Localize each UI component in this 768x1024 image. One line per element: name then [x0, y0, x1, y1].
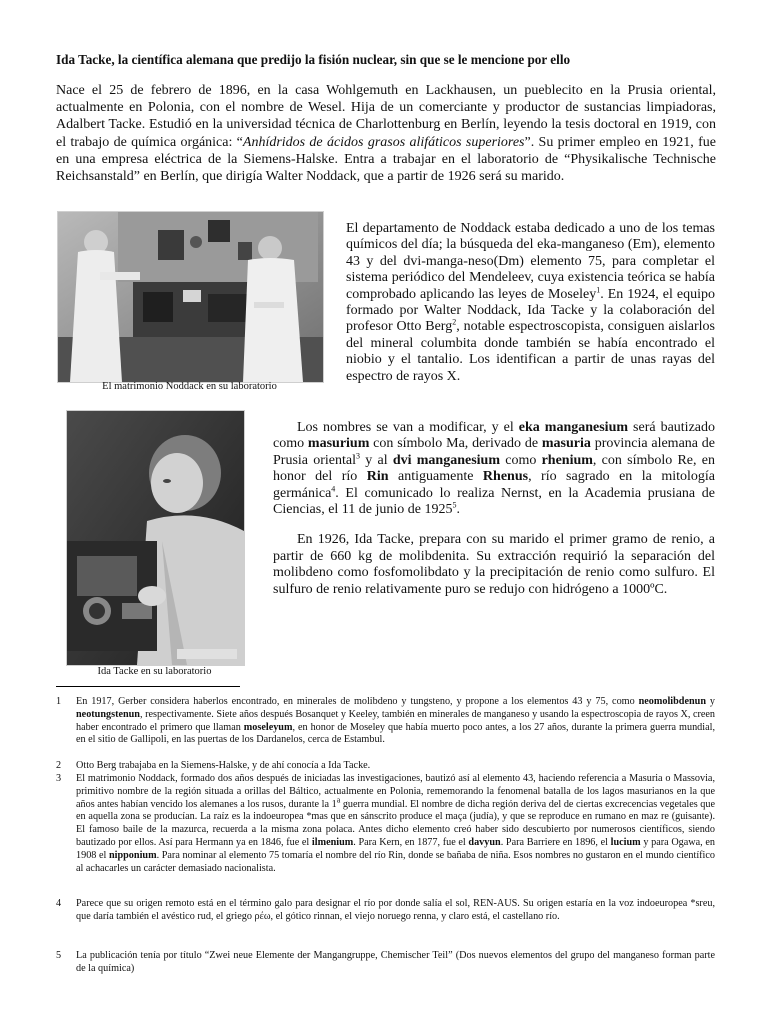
para3-text: . El comunicado lo realiza Nernst, en la Academia prusiana de Ciencias, el 11 de junio de 1925 [273, 485, 715, 518]
footnote-number: 3 [56, 773, 62, 784]
footnote-text: . Para nominar al elemento 75 tomaría el nombre del río Rin, donde se bañaba de niña. Esos nombres no gustaron en el mundo científico al achacarles un carácter demasiado nacionalista. [76, 849, 715, 874]
term-davyun: davyun [468, 836, 501, 848]
term-neomolibdenun: neomolibdenun [638, 696, 706, 707]
footnote-text: y [705, 696, 715, 707]
term-dvi-manganesium: dvi manganesium [392, 452, 500, 468]
footnote-text: y para Ogawa, en 1908 el [76, 836, 716, 861]
footnote-text: . Para Barriere en 1896, el [500, 836, 611, 848]
footnote-ref-3: 3 [356, 451, 360, 461]
rhenium-paragraph: En 1926, Ida Tacke, prepara con su marido el primer gramo de renio, a partir de 660 kg de molibdenita. Su extracción requirió la separación del molibdeno como fosfomolibdato y la precipitación de renio como sulfuro. El sulfuro de renio relativamente puro se redujo con hidrógeno a 1000ºC. [273, 532, 715, 597]
footnote-ref-5: 5 [452, 500, 457, 510]
para3-text: con símbolo Ma, derivado de [369, 436, 542, 452]
photo1-caption: El matrimonio Noddack en su laboratorio [102, 381, 277, 392]
para3-text: , con símbolo Re, en honor del río [273, 452, 715, 485]
term-rhenium: rhenium [541, 452, 593, 468]
footnote-3 [56, 773, 715, 875]
footnote-4 [56, 898, 715, 924]
term-masuria: masuria [541, 436, 591, 452]
footnote-text: Otto Berg trabajaba en la Siemens-Halske, y de ahí conocía a Ida Tacke. [76, 760, 371, 771]
footnote-text: El matrimonio Noddack, formado dos años después de iniciadas las investigaciones, bautizó así al elemento 43, haciendo referencia a Masuria o Massovia, primitivo nombre de la región situada a orillas del Báltico, actualmente en Polonia, rememorando la fenomenal batalla de los lagos masurianos en la que años antes habían vencido los alemanes a los rusos, durante la 1 [76, 773, 715, 810]
noddack-couple-photo [57, 211, 324, 383]
term-moseleyum: moseleyum [243, 721, 293, 733]
footnote-text: guerra mundial. El nombre de dicha región deriva del de ciertas excrecencias vegetales que en aquella zona se producían. La raíz es la indoeuropea *mas que en sánscrito produce el maça (judía), y que se reproduce en rumano en maz re (guisante). El famoso baile de la mazurca, recuerda a la misma zona polaca. Antes dicho elemento creó haber sido descubierto por numerosos científicos, siendo bautizado por ellos. Así para Hermann ya en 1846, fue el [76, 798, 715, 848]
footnote-number: 4 [56, 898, 62, 909]
term-neotungstenun: neotungstenun [76, 708, 140, 720]
intro-text: Nace el 25 de febrero de 1896, en la casa Wohlgemuth en Lackhausen, un pueblecito en la Prusia oriental, actualmente en Polonia, con el nombre de Wesel. Hija de un comerciante y productor de sustancias limpiadoras, Adalbert Tacke. Estudió en la universidad técnica de Charlottenburg en Berlín, leyendo la tesis doctoral en 1919, con el trabajo de química orgánica: “ [56, 83, 716, 150]
para2-text-c: , notable espectroscopista, consiguen aislarlos del mineral columbita donde también se había encontrado el niobio y el tantalio. Los identifican a partir de unas rayas del espectro de rayos X. [346, 319, 716, 384]
footnote-5 [56, 950, 715, 976]
term-lucium: lucium [610, 836, 641, 848]
term-rin: Rin [366, 469, 389, 485]
footnote-number: 1 [56, 696, 62, 707]
footnote-ref-2: 2 [452, 317, 457, 327]
intro-text-end: ”. Su primer empleo en 1921, fue en una empresa eléctrica de la Siemens-Halske. Entra a trabajar en el laboratorio de “Physikalische Technische Reichsanstald” en Berlín, que dirigía Walter Noddack, que a partir de 1926 será su marido. [56, 134, 716, 185]
footnote-1 [56, 696, 715, 747]
footnote-divider [56, 686, 240, 687]
footnote-text: En 1917, Gerber considera haberlos encontrado, en minerales de molibdeno y tungsteno, y propone a los elementos 43 y 75, como [76, 696, 639, 707]
para3-text: será bautizado como [273, 420, 715, 452]
footnote-number: 5 [56, 950, 62, 961]
article-title: Ida Tacke, la científica alemana que predijo la fisión nuclear, sin que se le mencione por ello [56, 52, 571, 67]
para3-text: y al [360, 452, 393, 468]
term-rhenus: Rhenus [482, 469, 529, 485]
footnote-ref-1: 1 [596, 284, 601, 294]
footnote-text: , respectivamente. Siete años después Bosanquet y Keeley, también en minerales de manganeso y usando la espectroscopia de rayos X, creen haber encontrado el primero que llaman [76, 708, 715, 733]
footnote-2 [56, 760, 715, 773]
term-eka-manganesium: eka manganesium [518, 420, 629, 435]
footnote-text: Parece que su origen remoto está en el término galo para designar el río por donde salía el sol, REN-AUS. Su origen estaría en la voz indoeuropea *sreu, que daría también el avéstico rud, el griego ρέω, el gótico rinnan, el viejo noruego renna, y claro está, el castellano río. [76, 898, 715, 922]
thesis-title: Anhídridos de ácidos grasos alifáticos superiores [242, 134, 525, 150]
para2-text-a: El departamento de Noddack estaba dedicado a uno de los temas químicos del día; la búsqueda del eka-manganeso (Em), elemento 43 y del dvi-manga-neso(Dm) elemento 75, para completar el sistema periódico del Mendeleev, cuya existencia teórica se había comprobado aplicando las leyes de Moseley [346, 221, 715, 302]
ida-tacke-photo [66, 410, 245, 666]
para3-text: Los nombres se van a modificar, y el [297, 420, 519, 435]
ordinal-sup: a [336, 795, 341, 805]
para3-text: como [499, 452, 542, 468]
para3-text: provincia alemana de Prusia oriental [273, 436, 716, 468]
noddack-department-paragraph [346, 221, 715, 385]
term-ilmenium: ilmenium [311, 836, 354, 848]
term-masurium: masurium [307, 436, 370, 452]
footnote-text: La publicación tenía por título “Zwei neue Elemente der Mangangruppe, Chemischer Teil” (Dos nuevos elementos del grupo del manganeso forman parte de la química) [76, 950, 715, 974]
photo2-caption: Ida Tacke en su laboratorio [97, 666, 212, 677]
intro-paragraph [56, 82, 716, 185]
footnote-ref-4: 4 [331, 483, 336, 493]
para3-text: antiguamente [388, 469, 483, 485]
para3-text: , río sagrado en la mitología germánica [273, 469, 715, 501]
para2-text-b: . En 1924, el equipo formado por Walter Noddack, Ida Tacke y la colaboración del profesor Otto Berg [346, 286, 715, 335]
footnote-text: . Para Kern, en 1877, fue el [353, 836, 469, 848]
names-paragraph [273, 420, 715, 598]
para3-text: . [456, 502, 460, 518]
term-nipponium: nipponium [108, 849, 157, 861]
footnote-text: , en honor de Moseley que había muerto poco antes, a los 27 años, durante la primera guerra mundial, en el sitio de Gallipoli, en las puertas de los Dardanelos, cerca de Estambul. [76, 721, 715, 746]
footnote-number: 2 [56, 760, 62, 771]
